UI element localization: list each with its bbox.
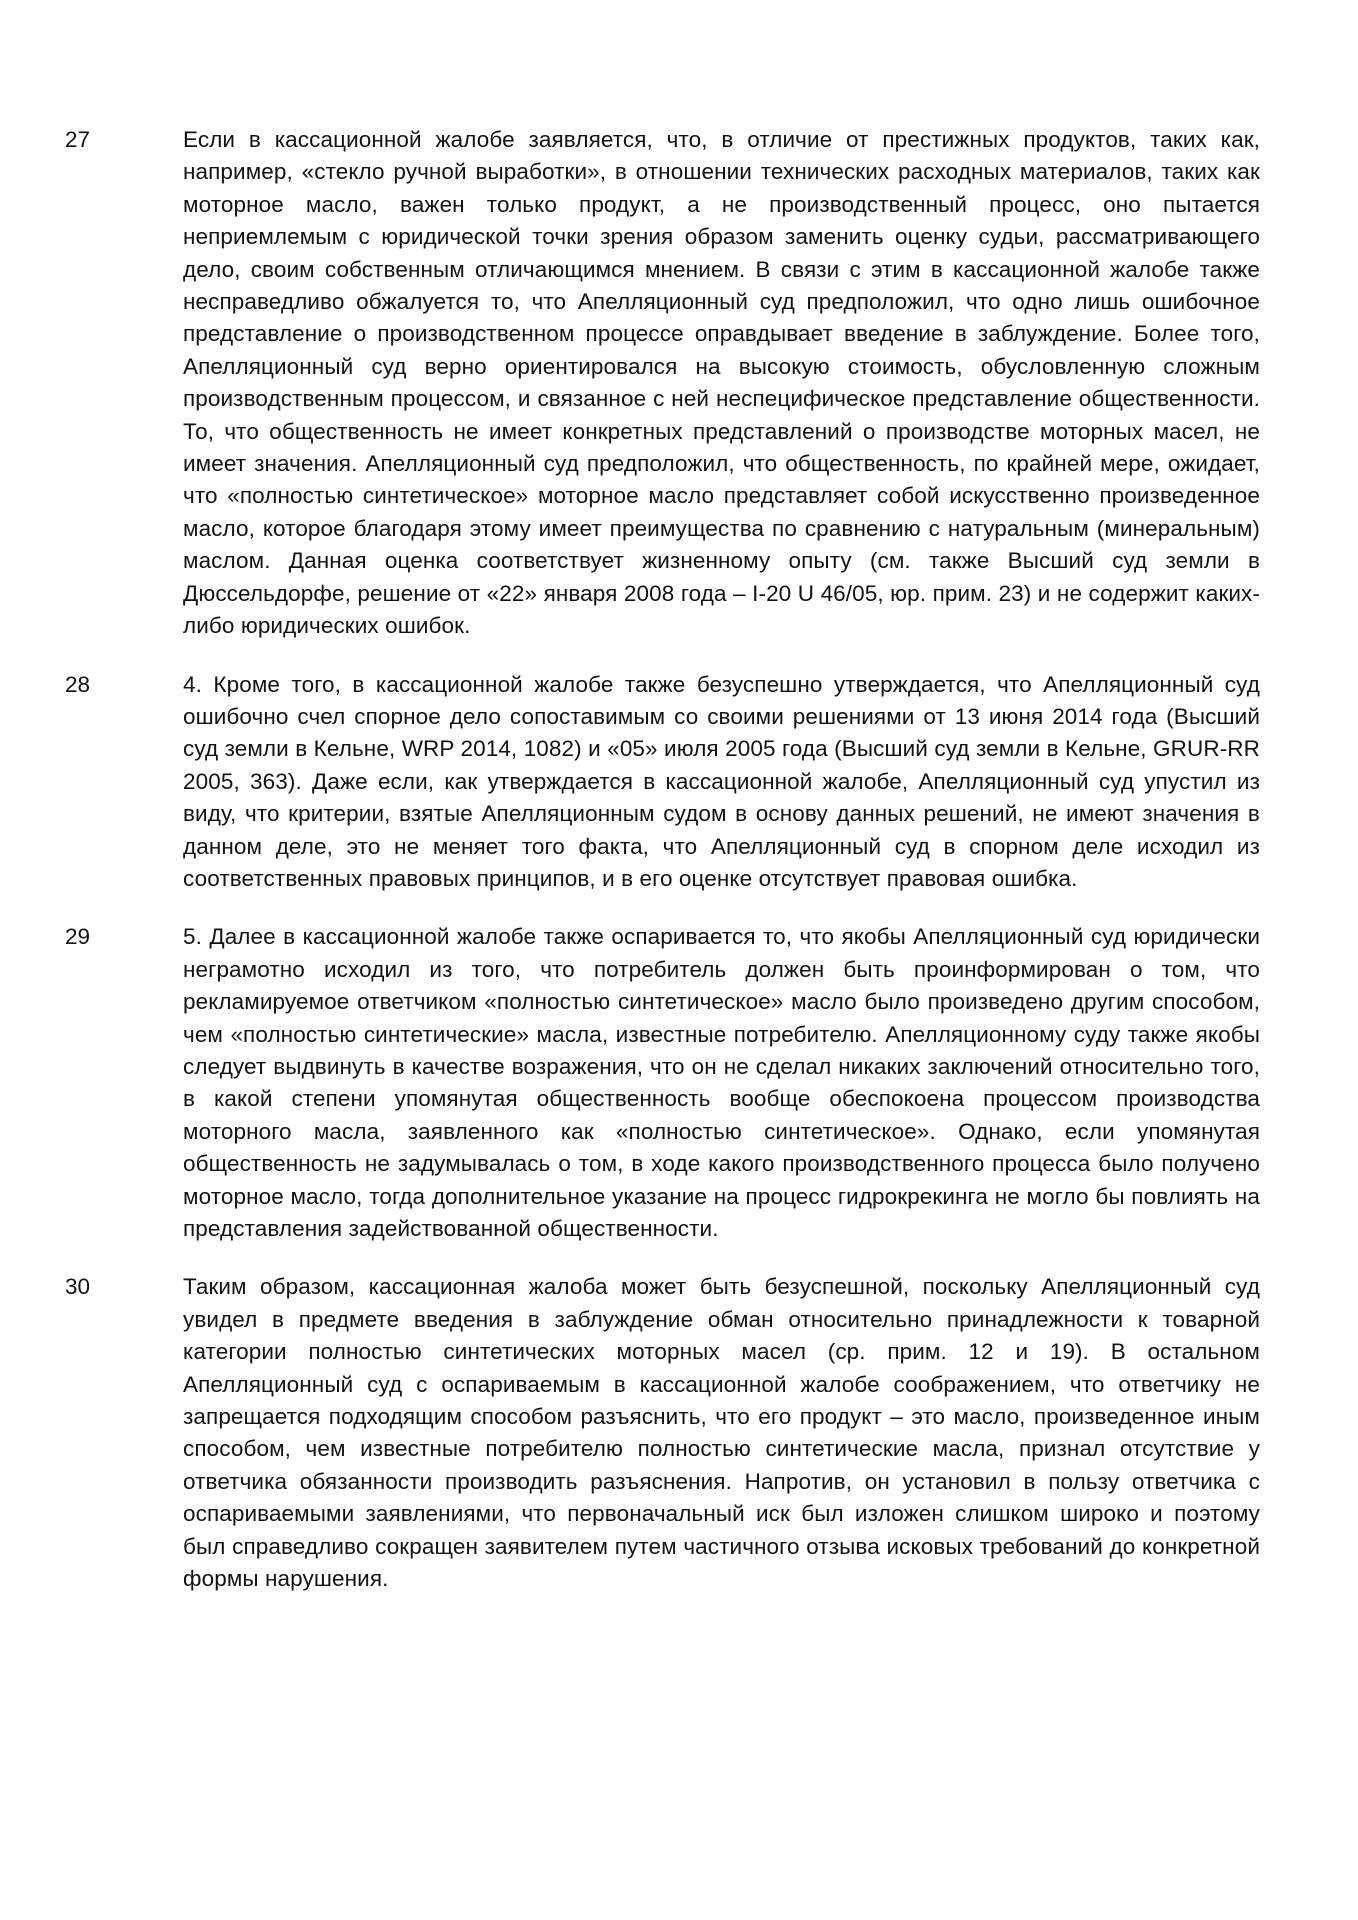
paragraph-text: 4. Кроме того, в кассационной жалобе также безуспешно утверждается, что Апелляционный суд ошибочно счел спорное дело сопоставимым со своими решениями от 13 июня 2014 года (Высший суд земли в Кельне, WRP 2014, 1082) и «05» июля 2005 года (Высший суд земли в Кельне, GRUR-RR 2005, 363). Даже если, как утверждается в кассационной жалобе, Апелляционный суд упустил из виду, что критерии, взятые Апелляционным судом в основу данных решений, не имеют значения в данном деле, это не меняет того факта, что Апелляционный суд в спорном деле исходил из соответственных правовых принципов, и в его оценке отсутствует правовая ошибка. [183, 671, 1260, 891]
paragraph-number: 30 [65, 1274, 91, 1300]
paragraph-29 [65, 921, 1260, 1245]
paragraph-text: Если в кассационной жалобе заявляется, что, в отличие от престижных продуктов, таких как, например, «стекло ручной выработки», в отношении технических расходных материалов, таких как моторное масло, важен только продукт, а не производственный процесс, оно пытается неприемлемым с юридической точки зрения образом заменить оценку судьи, рассматривающего дело, своим собственным отличающимся мнением. В связи с этим в кассационной жалобе также несправедливо обжалуется то, что Апелляционный суд предположил, что одно лишь ошибочное представление о производственном процессе оправдывает введение в заблуждение. Более того, Апелляционный суд верно ориентировался на высокую стоимость, обусловленную сложным производственным процессом, и связанное с ней неспецифическое представление общественности. То, что общественность не имеет конкретных представлений о производстве моторных масел, не имеет значения. Апелляционный суд предположил, что общественность, по крайней мере, ожидает, что «полностью синтетическое» моторное масло представляет собой искусственно произведенное масло, которое благодаря этому имеет преимущества по сравнению с натуральным (минеральным) маслом. Данная оценка соответствует жизненному опыту (см. также Высший суд земли в Дюссельдорфе, решение от «22» января 2008 года – I-20 U 46/05, юр. прим. 23) и не содержит каких-либо юридических ошибок. [183, 127, 1260, 639]
paragraph-30 [65, 1271, 1260, 1595]
paragraph-number: 28 [65, 671, 91, 697]
paragraph-28 [65, 669, 1260, 896]
paragraph-27 [65, 124, 1260, 643]
paragraph-text: Таким образом, кассационная жалоба может быть безуспешной, поскольку Апелляционный суд увидел в предмете введения в заблуждение обман относительно принадлежности к товарной категории полностью синтетических моторных масел (ср. прим. 12 и 19). В остальном Апелляционный суд с оспариваемым в кассационной жалобе соображением, что ответчику не запрещается подходящим способом разъяснить, что его продукт – это масло, произведенное иным способом, чем известные потребителю полностью синтетические масла, признал отсутствие у ответчика обязанности производить разъяснения. Напротив, он установил в пользу ответчика с оспариваемыми заявлениями, что первоначальный иск был изложен слишком широко и поэтому был справедливо сокращен заявителем путем частичного отзыва исковых требований до конкретной формы нарушения. [183, 1274, 1260, 1592]
paragraph-text: 5. Далее в кассационной жалобе также оспаривается то, что якобы Апелляционный суд юридически неграмотно исходил из того, что потребитель должен быть проинформирован о том, что рекламируемое ответчиком «полностью синтетическое» масло было произведено другим способом, чем «полностью синтетические» масла, известные потребителю. Апелляционному суду также якобы следует выдвинуть в качестве возражения, что он не сделал никаких заключений относительно того, в какой степени упомянутая общественность вообще обеспокоена процессом производства моторного масла, заявленного как «полностью синтетическое». Однако, если упомянутая общественность не задумывалась о том, в ходе какого производственного процесса было получено моторное масло, тогда дополнительное указание на процесс гидрокрекинга не могло бы повлиять на представления задействованной общественности. [183, 924, 1260, 1241]
paragraph-number: 27 [65, 127, 91, 152]
paragraph-number: 29 [65, 924, 91, 950]
